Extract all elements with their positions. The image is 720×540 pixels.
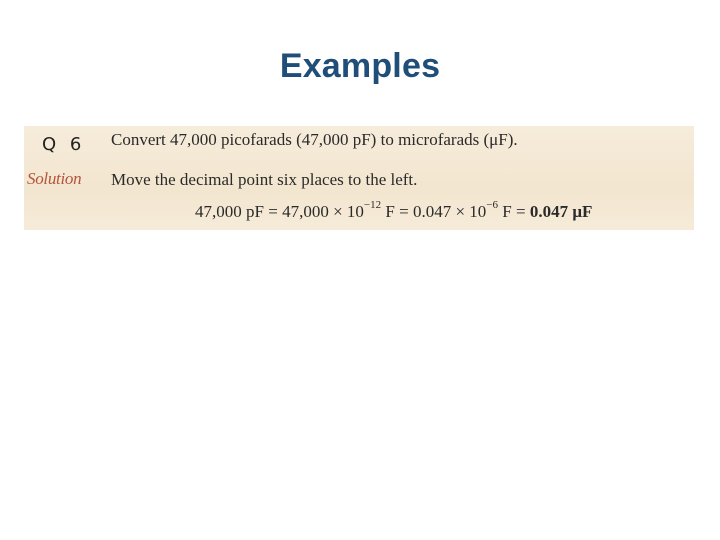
equals-sign: = xyxy=(394,202,413,221)
example-box xyxy=(24,126,694,230)
equals-sign: = xyxy=(511,202,530,221)
equation-unit: F xyxy=(381,202,395,221)
solution-step: Move the decimal point six places to the left. xyxy=(111,170,418,189)
equation-scientific-exponent: −6 xyxy=(486,199,498,212)
equation-scientific-unit: F xyxy=(498,202,512,221)
equation-result: 0.047 μF xyxy=(529,202,593,221)
question-number: Q 6 xyxy=(42,134,86,155)
equation-coefficient: 47,000 × 10 xyxy=(282,202,364,221)
solution-label: Solution xyxy=(27,169,82,188)
slide-title: Examples xyxy=(279,47,441,85)
conversion-equation xyxy=(195,199,593,222)
problem-statement: Convert 47,000 picofarads (47,000 pF) to microfarads (μF). xyxy=(111,130,518,149)
equals-sign: = xyxy=(263,202,283,221)
equation-exponent: −12 xyxy=(363,199,382,212)
equation-lhs: 47,000 pF xyxy=(195,202,264,221)
equation-scientific-coefficient: 0.047 × 10 xyxy=(412,202,487,221)
